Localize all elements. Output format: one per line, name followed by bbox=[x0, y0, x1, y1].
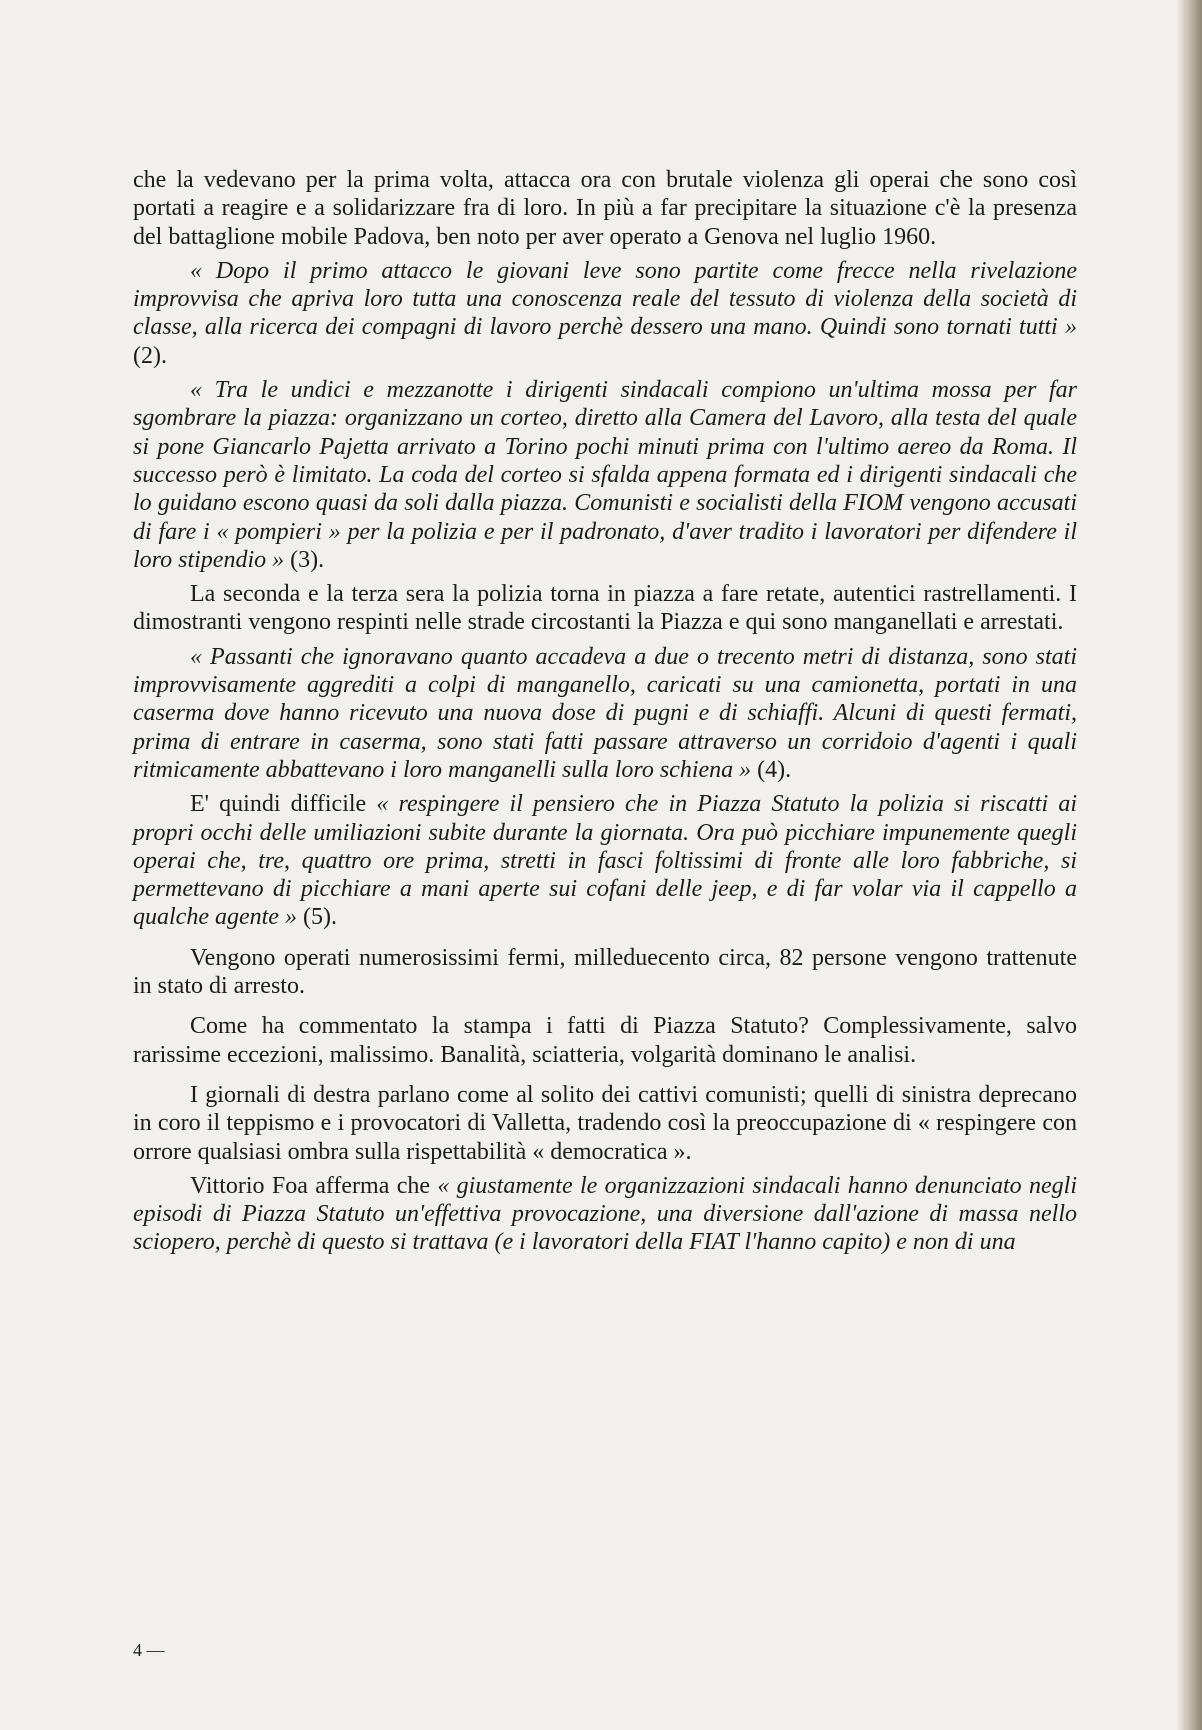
page-number: 4 — bbox=[133, 1640, 165, 1660]
paragraph: che la vedevano per la prima volta, attacca ora con brutale violenza gli operai che sono così portati a reagire e a solidarizzare fra di loro. In più a far precipitare la situazione c'è la presenza del battaglione mobile Padova, ben noto per aver operato a Genova nel luglio 1960. bbox=[133, 167, 1077, 250]
paragraph: Vittorio Foa afferma che « giustamente le organizzazioni sindacali hanno denunciato negli episodi di Piazza Statuto un'effettiva provocazione, una diversione dall'azione di massa nello sciopero, perchè di questo si trattava (e i lavoratori della FIAT l'hanno capito) e non di una bbox=[133, 1172, 1077, 1256]
paragraph: E' quindi difficile « respingere il pensiero che in Piazza Statuto la polizia si riscatti ai propri occhi delle umiliazioni subite durante la giornata. Ora può picchiare impunemente quegli operai che, tre, quattro ore prima, stretti in fasci foltissimi di fronte alle loro fabbriche, si permettevano di picchiare a mani aperte sui cofani delle jeep, e di far volar via il cappello a qualche agente » (5). bbox=[133, 791, 1077, 931]
paragraph: Come ha commentato la stampa i fatti di Piazza Statuto? Complessivamente, salvo rarissime eccezioni, malissimo. Banalità, sciatteria, volgarità dominano le analisi. bbox=[133, 1013, 1077, 1068]
paragraph: I giornali di destra parlano come al solito dei cattivi comunisti; quelli di sinistra deprecano in coro il teppismo e i provocatori di Valletta, tradendo così la preoccupazione di « respingere con orrore qualsiasi ombra sulla rispettabilità « democratica ». bbox=[133, 1081, 1077, 1165]
quote-paragraph: « Dopo il primo attacco le giovani leve sono partite come frecce nella rivelazione improvvisa che apriva loro tutta una conoscenza reale del tessuto di violenza della società di classe, alla ricerca dei compagni di lavoro perchè dessero una mano. Quindi sono tornati tutti » (2). bbox=[133, 257, 1077, 369]
footnote-ref: (4). bbox=[757, 756, 792, 783]
paragraph: La seconda e la terza sera la polizia torna in piazza a fare retate, autentici rastrellamenti. I dimostranti vengono respinti nelle strade circostanti la Piazza e qui sono manganellati e arrestati. bbox=[133, 581, 1077, 636]
inline-quote: « giustamente le organizzazioni sindacali hanno denunciato negli episodi di Piazza Statuto un'effettiva provocazione, una diversione dall'azione di massa nello sciopero, perchè di questo si trattava (e i lavoratori della FIAT l'hanno capito) e non di una bbox=[133, 1172, 1077, 1256]
paragraph: Vengono operati numerosissimi fermi, milleduecento circa, 82 persone vengono trattenute in stato di arresto. bbox=[133, 944, 1077, 1000]
page-edge-shadow bbox=[1176, 0, 1202, 1730]
inline-quote: « respingere il pensiero che in Piazza Statuto la polizia si riscatti ai propri occhi delle umiliazioni subite durante la giornata. Ora può picchiare impunemente quegli operai che, tre, quattro ore prima, stretti in fasci foltissimi di fronte alle loro fabbriche, si permettevano di picchiare a mani aperte sui cofani delle jeep, e di far volar via il cappello a qualche agente » bbox=[133, 791, 1077, 931]
footnote-ref: (3). bbox=[290, 546, 325, 573]
body-text bbox=[133, 166, 1077, 1257]
quote-paragraph: « Tra le undici e mezzanotte i dirigenti sindacali compiono un'ultima mossa per far sgombrare la piazza: organizzano un corteo, diretto alla Camera del Lavoro, alla testa del quale si pone Giancarlo Pajetta arrivato a Torino pochi minuti prima con l'ultimo aereo da Roma. Il successo però è limitato. La coda del corteo si sfalda appena formata ed i dirigenti sindacali che lo guidano escono quasi da soli dalla piazza. Comunisti e socialisti della FIOM vengono accusati di fare i « pompieri » per la polizia e per il padronato, d'aver tradito i lavoratori per difendere il loro stipendio » (3). bbox=[133, 377, 1077, 573]
footnote-ref: (2). bbox=[133, 342, 167, 369]
footnote-ref: (5). bbox=[302, 904, 337, 931]
quote-paragraph: « Passanti che ignoravano quanto accadeva a due o trecento metri di distanza, sono stati improvvisamente aggrediti a colpi di manganello, caricati su una camionetta, portati in una caserma dove hanno ricevuto una nuova dose di pugni e di schiaffi. Alcuni di questi fermati, prima di entrare in caserma, sono stati fatti passare attraverso un corridoio d'agenti i quali ritmicamente abbattevano i loro manganelli sulla loro schiena » (4). bbox=[133, 643, 1077, 783]
